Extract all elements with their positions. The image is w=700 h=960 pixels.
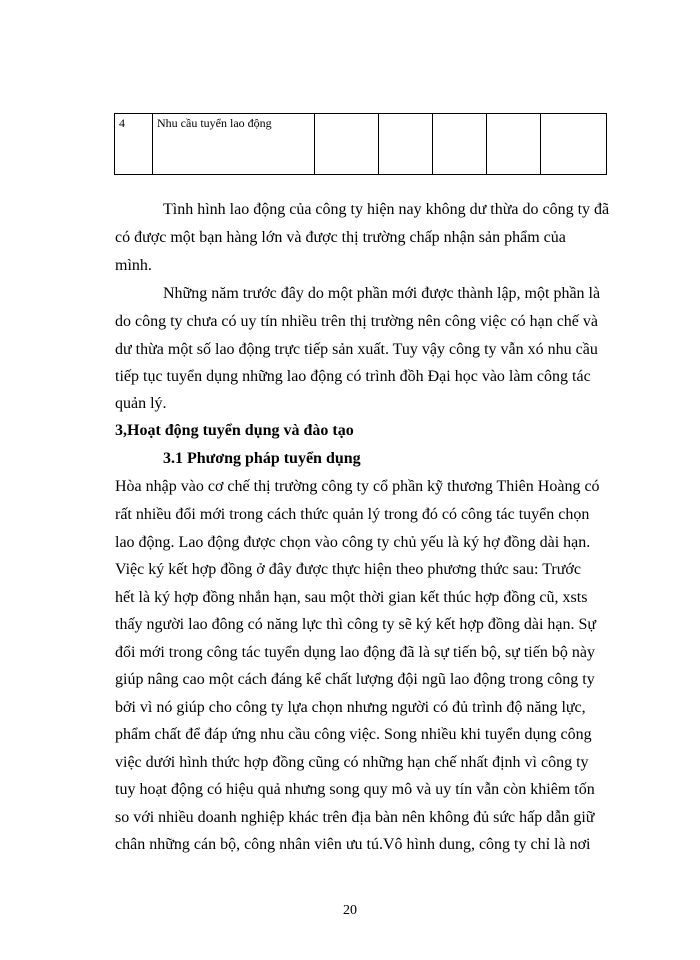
paragraph3-line: thấy người lao đông có năng lực thì công ty sẽ ký kết hợp đồng dài hạn. Sự	[115, 616, 597, 633]
paragraph3-line: hết là ký hợp đồng nhắn hạn, sau một thời gian kết thúc hợp đồng cũ, xsts	[115, 589, 588, 606]
paragraph1-line: mình.	[115, 257, 152, 274]
paragraph1-line: Tình hình lao động của công ty hiện nay không dư thừa do công ty đã	[163, 201, 610, 218]
labor-table	[114, 113, 607, 175]
paragraph3-line: phẩm chất để đáp ứng nhu cầu công việc. Song nhiều khi tuyển dụng công	[115, 726, 592, 743]
paragraph2-line: do công ty chưa có uy tín nhiều trên thị trường nên công việc có hạn chế và	[115, 313, 598, 330]
paragraph1-line: có được một bạn hàng lớn và được thị trường chấp nhận sản phẩm của	[115, 229, 566, 246]
table-row	[115, 114, 607, 175]
paragraph2-line: quản lý.	[115, 395, 167, 412]
paragraph3-line: lao động. Lao động được chọn vào công ty chủ yếu là ký hợ đồng dài hạn.	[115, 534, 591, 551]
paragraph2-line: dư thừa một số lao động trực tiếp sản xuất. Tuy vậy công ty vẫn xó nhu cầu	[115, 341, 598, 358]
paragraph3-line: chân những cán bộ, công nhân viên ưu tú.Vô hình dung, công ty chỉ là nơi	[115, 836, 591, 853]
row-number-cell: 4	[115, 114, 153, 175]
paragraph2-line: tiếp tục tuyển dụng những lao động có trình đồh Đại học vào làm công tác	[115, 368, 591, 385]
paragraph3-line: việc dưới hình thức hợp đồng cũng có những hạn chế nhất định vì công ty	[115, 754, 589, 771]
empty-cell	[379, 114, 433, 175]
subsection-heading: 3.1 Phương pháp tuyển dụng	[163, 450, 361, 467]
paragraph3-line: giúp nâng cao một cách đáng kể chất lượng đội ngũ lao động trong công ty	[115, 671, 595, 688]
page-number: 20	[343, 903, 357, 918]
paragraph3-line: Hòa nhập vào cơ chế thị trường công ty cổ phần kỹ thương Thiên Hoàng có	[115, 478, 600, 495]
paragraph3-line: rất nhiều đổi mới trong cách thức quản lý trong đó có công tác tuyển chọn	[115, 506, 590, 523]
empty-cell	[433, 114, 487, 175]
empty-cell	[315, 114, 379, 175]
paragraph3-line: so với nhiều doanh nghiệp khác trên địa bàn nên không đủ sức hấp dẫn giữ	[115, 809, 595, 826]
paragraph3-line: đổi mới trong công tác tuyển dụng lao động đã là sự tiến bộ, sự tiến bộ này	[115, 644, 595, 661]
row-label-cell: Nhu cầu tuyển lao động	[153, 114, 315, 175]
paragraph3-line: bởi vì nó giúp cho công ty lựa chọn nhưng người có đủ trình độ năng lực,	[115, 699, 586, 716]
section-heading: 3,Hoạt động tuyển dụng và đào tạo	[115, 422, 354, 439]
empty-cell	[541, 114, 607, 175]
paragraph3-line: Việc ký kết hợp đồng ở đây được thực hiện theo phương thức sau: Trước	[115, 561, 581, 578]
paragraph3-line: tuy hoạt động có hiệu quả nhưng song quy mô và uy tín vẫn còn khiêm tốn	[115, 781, 595, 798]
empty-cell	[487, 114, 541, 175]
paragraph2-line: Những năm trước đây do một phần mới được thành lập, một phần là	[163, 285, 601, 302]
